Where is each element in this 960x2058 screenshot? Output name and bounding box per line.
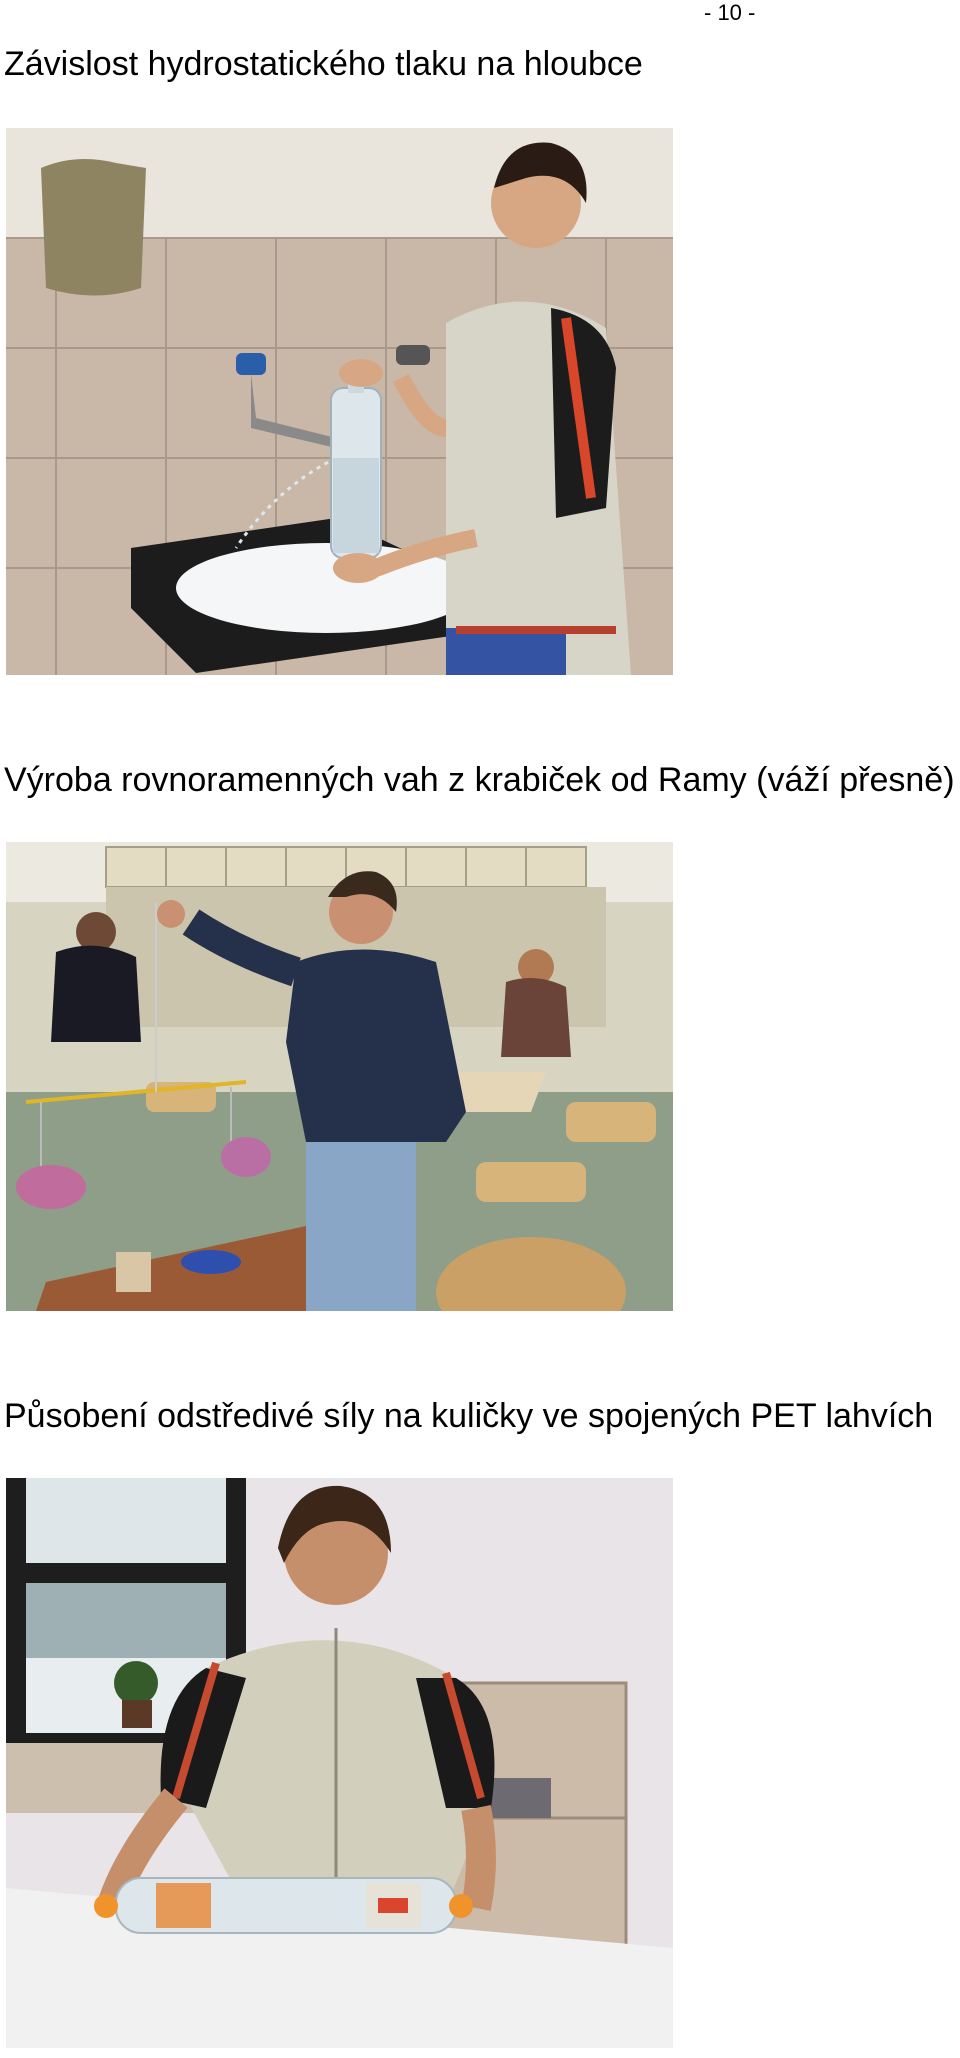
section-title-hydrostatic-pressure: Závislost hydrostatického tlaku na hloubce	[4, 45, 643, 83]
section-title-balance-scale: Výroba rovnoramenných vah z krabiček od Ramy (váží přesně)	[4, 761, 955, 799]
photo-boy-balance-scale	[6, 842, 673, 1311]
page-number: - 10 -	[704, 0, 756, 25]
photo-boy-bottle-sink	[6, 128, 673, 675]
photo-boy-connected-bottles	[6, 1478, 673, 2048]
section-title-centrifugal-force: Působení odstředivé síly na kuličky ve spojených PET lahvích	[4, 1397, 934, 1435]
